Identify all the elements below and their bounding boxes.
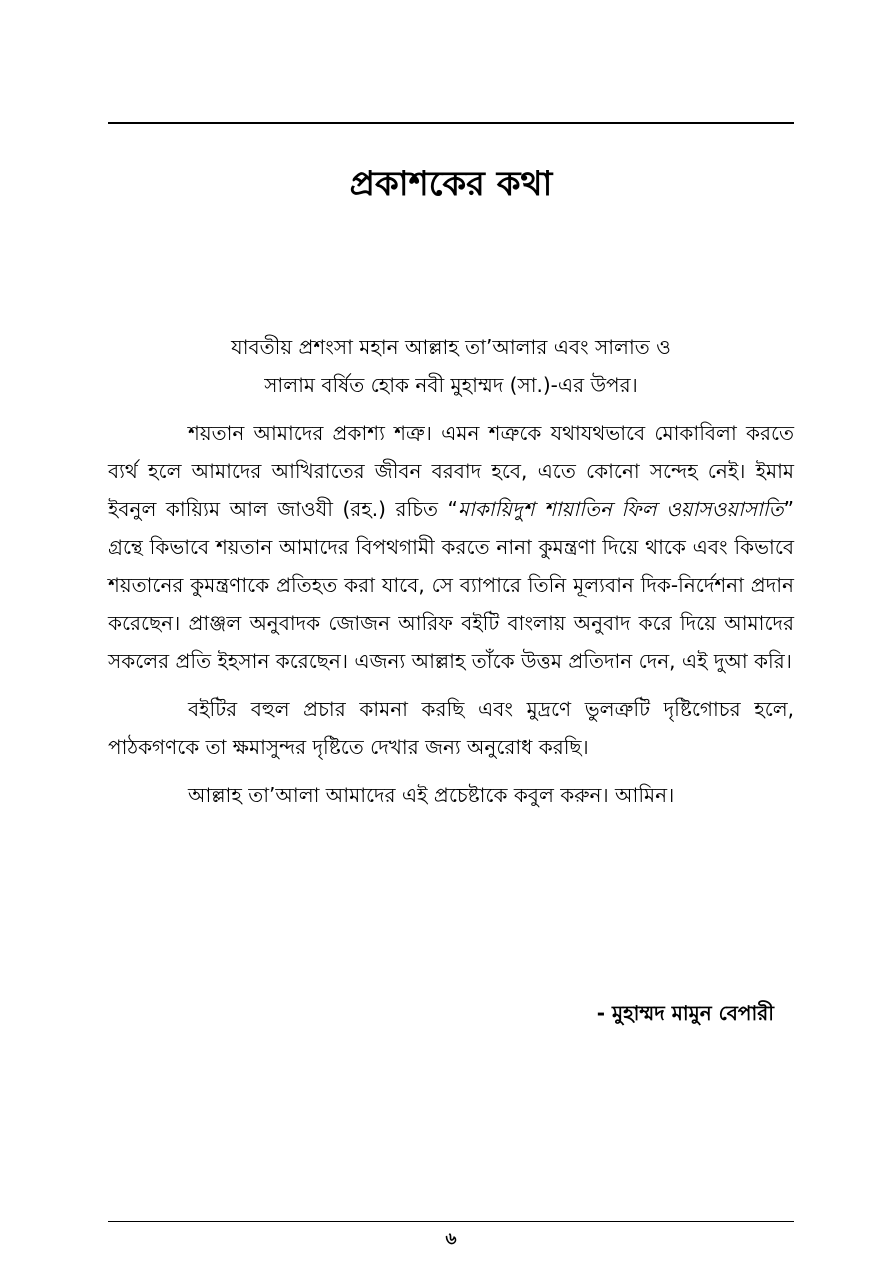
opening-line-1: যাবতীয় প্রশংসা মহান আল্লাহ তা’আলার এবং সালাত ও bbox=[231, 335, 671, 359]
signature: - মুহাম্মদ মামুন বেপারী bbox=[596, 1001, 774, 1025]
opening-invocation bbox=[108, 328, 794, 404]
paragraph-3: আল্লাহ তা’আলা আমাদের এই প্রচেষ্টাকে কবুল করুন। আমিন। bbox=[188, 783, 675, 807]
page-number: ৬ bbox=[445, 1229, 457, 1249]
page-body bbox=[108, 328, 794, 824]
header-rule bbox=[108, 122, 794, 124]
page-title: প্রকাশকের কথা bbox=[349, 164, 553, 204]
book-title: মাকায়িদুশ শায়াতিন ফিল ওয়াসওয়াসাতি bbox=[457, 497, 784, 521]
paragraph-2: বইটির বহুল প্রচার কামনা করছি এবং মুদ্রণে ভুলত্রুটি দৃষ্টিগোচর হলে, পাঠকগণকে তা ক্ষমাসুন্দর দৃষ্টিতে দেখার জন্য অনুরোধ করছি। bbox=[108, 697, 794, 759]
opening-line-2: সালাম বর্ষিত হোক নবী মুহাম্মদ (সা.)-এর উপর। bbox=[264, 373, 638, 397]
footer-rule bbox=[108, 1221, 794, 1222]
paragraph-1-intro: শয়তান আমাদের প্রকাশ্য শত্রু। এমন শত্রুকে যথাযথভাবে মোকাবিলা করতে ব্যর্থ হলে আমাদের আখিরাতের জীবন বরবাদ হবে, এতে কোনো সন্দেহ নেই। ইমাম ইবনুল কায়্যিম আল জাওযী (রহ.) রচিত “ bbox=[108, 421, 794, 521]
paragraph-1-rest: ” গ্রন্থে কিভাবে শয়তান আমাদের বিপথগামী করতে নানা কুমন্ত্রণা দিয়ে থাকে এবং কিভাবে শয়তানের কুমন্ত্রণাকে প্রতিহত করা যাবে, সে ব্যাপারে তিনি মূল্যবান দিক-নির্দেশনা প্রদান করেছেন। প্রাঞ্জল অনুবাদক জোজন আরিফ বইটি বাংলায় অনুবাদ করে দিয়ে আমাদের সকলের প্রতি ইহসান করেছেন। এজন্য আল্লাহ তাঁকে উত্তম প্রতিদান দেন, এই দুআ করি। bbox=[108, 497, 794, 673]
paragraph-1 bbox=[108, 414, 794, 680]
